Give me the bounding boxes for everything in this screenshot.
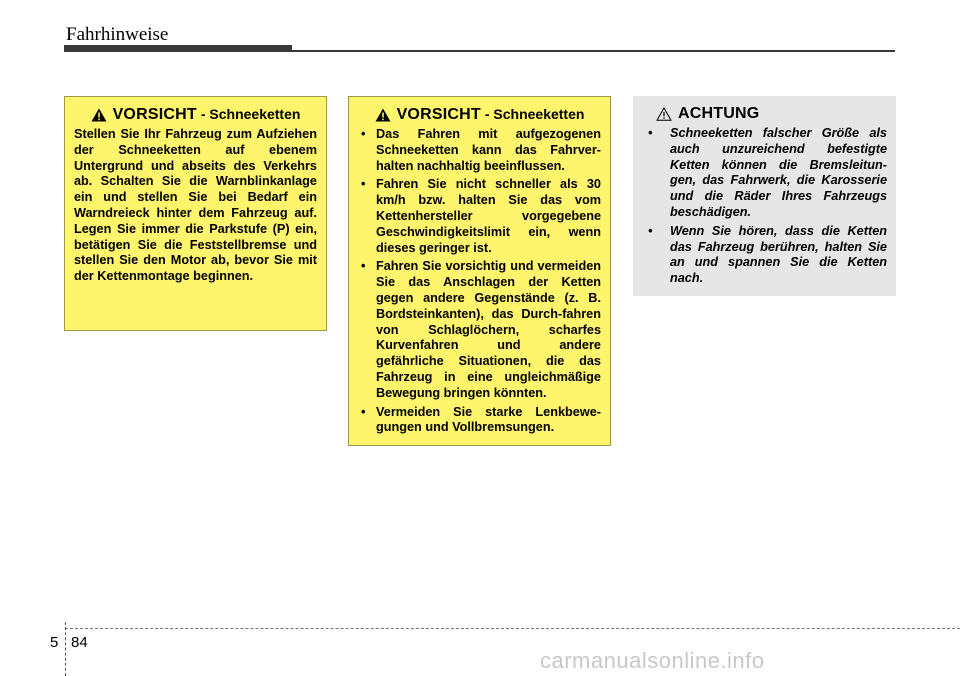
warning-icon xyxy=(91,108,107,122)
watermark: carmanualsonline.info xyxy=(540,648,765,673)
page-number: 84 xyxy=(71,634,88,651)
footer-line xyxy=(65,628,960,629)
notice-box-heading xyxy=(642,105,887,123)
list-item: • Vermeiden Sie starke Lenkbewe-gungen und Vollbremsungen. xyxy=(358,405,601,437)
caution-box-1 xyxy=(64,96,327,331)
caution-box-2-heading xyxy=(358,106,601,124)
notice-box-list xyxy=(642,126,887,287)
notice-label: ACHTUNG xyxy=(678,105,760,122)
caution-label: VORSICHT xyxy=(396,106,481,123)
list-item: • Schneeketten falscher Größe als auch unzureichend befestigte Ketten können die Bremsleitun-gen, das Fahrwerk, die Karosserie und die Räder Ihres Fahrzeugs beschädigen. xyxy=(642,126,887,221)
caution-topic: - Schneeketten xyxy=(484,106,585,122)
caution-box-2 xyxy=(348,96,611,446)
caution-topic: - Schneeketten xyxy=(200,106,301,122)
caution-box-2-list xyxy=(358,127,601,436)
caution-box-1-text: Stellen Sie Ihr Fahrzeug zum Aufziehen der Schneeketten auf ebenem Untergrund und abseits des Verkehrs ab. Schalten Sie die Warnblinkanlage ein und stellen Sie bei Bedarf ein Warndreieck hinter dem Fahrzeug auf. Legen Sie immer die Parkstufe (P) ein, betätigen Sie die Feststellbremse und stellen Sie den Motor ab, bevor Sie mit der Kettenmontage beginnen. xyxy=(74,127,317,284)
header-title: Fahrhinweise xyxy=(66,24,169,45)
warning-outline-icon xyxy=(656,107,672,121)
caution-label: VORSICHT xyxy=(112,106,197,123)
header-bar xyxy=(64,45,292,52)
footer-separator xyxy=(65,622,66,676)
caution-box-1-heading xyxy=(74,106,317,124)
header-line xyxy=(292,50,895,52)
chapter-number: 5 xyxy=(50,634,59,651)
list-item: • Das Fahren mit aufgezogenen Schneeketten kann das Fahrver-halten nachhaltig beeinflussen. xyxy=(358,127,601,174)
notice-box xyxy=(633,96,896,296)
warning-icon xyxy=(375,108,391,122)
list-item: • Wenn Sie hören, dass die Ketten das Fahrzeug berühren, halten Sie an und spannen Sie die Ketten nach. xyxy=(642,224,887,287)
list-item: • Fahren Sie nicht schneller als 30 km/h bzw. halten Sie das vom Kettenhersteller vorgegebene Geschwindigkeitslimit ein, wenn dieses geringer ist. xyxy=(358,177,601,256)
list-item: • Fahren Sie vorsichtig und vermeiden Sie das Anschlagen der Ketten gegen andere Gegenstände (z. B. Bordsteinkanten), das Durch-fahren von Schlaglöchern, scharfes Kurvenfahren und andere gefährliche Situationen, die das Fahrzeug in eine ungleichmäßige Bewegung bringen könnten. xyxy=(358,259,601,401)
